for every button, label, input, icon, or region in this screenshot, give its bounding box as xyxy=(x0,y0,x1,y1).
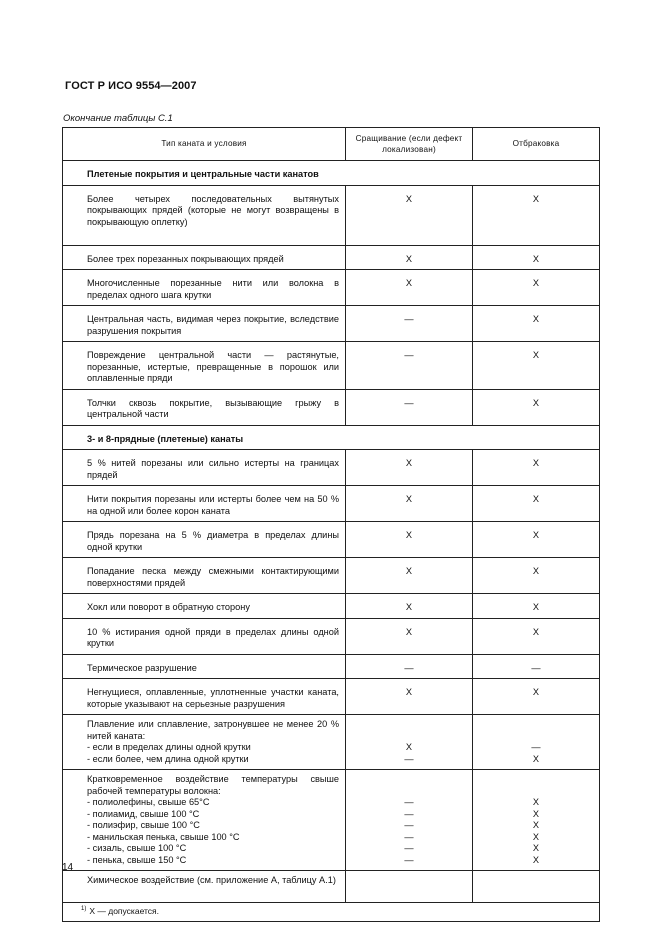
table-caption: Окончание таблицы С.1 xyxy=(63,113,173,124)
table-row xyxy=(63,270,600,306)
condition-subitem: - если более, чем длина одной крутки xyxy=(87,753,249,764)
reject-mark: X xyxy=(532,854,540,865)
page-number: 14 xyxy=(62,862,74,873)
reject-mark: X xyxy=(473,522,600,558)
condition-subitem: - полиэфир, свыше 100 °С xyxy=(87,820,200,830)
reject-mark: X xyxy=(473,245,600,270)
reject-mark xyxy=(473,871,600,903)
splice-mark: X xyxy=(405,742,413,752)
reject-mark: X xyxy=(473,558,600,594)
splice-mark: X xyxy=(346,185,473,245)
reject-mark: X xyxy=(532,797,540,807)
condition-cell: Толчки сквозь покрытие, вызывающие грыжу в центральной части xyxy=(63,389,346,425)
condition-cell xyxy=(63,770,346,871)
column-header-splice: Сращивание (если дефект локализован) xyxy=(346,128,473,161)
reject-mark: X xyxy=(473,270,600,306)
reject-mark: X xyxy=(532,843,540,853)
condition-subitem: - полиамид, свыше 100 °С xyxy=(87,808,200,819)
splice-mark: — xyxy=(346,306,473,342)
condition-cell: Более трех порезанных покрывающих прядей xyxy=(63,245,346,270)
section-row xyxy=(63,425,600,450)
reject-mark: X xyxy=(532,820,540,830)
table-row xyxy=(63,618,600,654)
reject-mark: X xyxy=(473,450,600,486)
footnote-row xyxy=(63,903,600,922)
reject-mark: X xyxy=(532,808,540,819)
table-row xyxy=(63,594,600,619)
table-row xyxy=(63,522,600,558)
document-header: ГОСТ Р ИСО 9554—2007 xyxy=(65,80,197,92)
splice-mark: — xyxy=(346,342,473,390)
splice-mark: — xyxy=(404,843,414,853)
splice-mark: X xyxy=(346,618,473,654)
condition-subitem: - сизаль, свыше 100 °С xyxy=(87,843,187,853)
reject-marks xyxy=(473,715,600,770)
section-title: 3- и 8-прядные (плетеные) канаты xyxy=(63,425,600,450)
splice-mark: X xyxy=(346,558,473,594)
section-title: Плетеные покрытия и центральные части канатов xyxy=(63,161,600,186)
condition-cell: Повреждение центральной части — растянутые, порезанные, истертые, превращенные в порошок или оплавленные пряди xyxy=(63,342,346,390)
condition-cell xyxy=(63,715,346,770)
splice-marks xyxy=(346,715,473,770)
table-row xyxy=(63,871,600,903)
condition-cell: Нити покрытия порезаны или истерты более чем на 50 % на одной или более корон каната xyxy=(63,486,346,522)
condition-cell: Попадание песка между смежными контактирующими поверхностями прядей xyxy=(63,558,346,594)
table-row xyxy=(63,389,600,425)
reject-mark: X xyxy=(473,342,600,390)
condition-subitem: - пенька, свыше 150 °С xyxy=(87,854,187,865)
condition-cell: Прядь порезана на 5 % диаметра в пределах длины одной крутки xyxy=(63,522,346,558)
condition-cell: Центральная часть, видимая через покрытие, вследствие разрушения покрытия xyxy=(63,306,346,342)
table-row xyxy=(63,715,600,770)
table-row xyxy=(63,558,600,594)
column-header-reject: Отбраковка xyxy=(473,128,600,161)
reject-mark: X xyxy=(532,831,540,842)
splice-mark: — xyxy=(404,854,414,865)
splice-mark: — xyxy=(404,820,414,830)
splice-mark: — xyxy=(404,831,414,842)
condition-subitem: - если в пределах длины одной крутки xyxy=(87,742,251,752)
condition-cell: Хокл или поворот в обратную сторону xyxy=(63,594,346,619)
splice-mark: — xyxy=(404,753,414,764)
condition-intro: Плавление или сплавление, затронувшее не менее 20 % нитей каната: xyxy=(87,719,339,741)
reject-mark: — xyxy=(473,654,600,679)
splice-mark: X xyxy=(346,450,473,486)
table-header-row xyxy=(63,128,600,161)
table-row xyxy=(63,306,600,342)
reject-mark: X xyxy=(473,594,600,619)
section-row xyxy=(63,161,600,186)
table-row xyxy=(63,245,600,270)
reject-mark: X xyxy=(473,679,600,715)
footnote-text: Х — допускается. xyxy=(89,906,160,916)
splice-mark xyxy=(346,871,473,903)
table-row xyxy=(63,450,600,486)
reject-mark: X xyxy=(532,753,540,764)
reject-mark: — xyxy=(531,742,541,752)
table-row xyxy=(63,679,600,715)
splice-mark: — xyxy=(404,808,414,819)
reject-mark: X xyxy=(473,185,600,245)
reject-marks xyxy=(473,770,600,871)
splice-mark: X xyxy=(346,594,473,619)
splice-mark: — xyxy=(346,389,473,425)
table-row xyxy=(63,770,600,871)
table-row xyxy=(63,654,600,679)
splice-mark: X xyxy=(346,245,473,270)
footnote xyxy=(63,903,600,922)
table-row xyxy=(63,185,600,245)
rope-condition-table xyxy=(62,127,600,922)
condition-cell: Термическое разрушение xyxy=(63,654,346,679)
condition-cell: Химическое воздействие (см. приложение А, таблицу А.1) xyxy=(63,871,346,903)
table-row xyxy=(63,342,600,390)
table-row xyxy=(63,486,600,522)
reject-mark: X xyxy=(473,389,600,425)
splice-mark: X xyxy=(346,270,473,306)
condition-cell: Негнущиеся, оплавленные, уплотненные участки каната, которые указывают на серьезные разрушения xyxy=(63,679,346,715)
splice-mark: — xyxy=(404,797,414,807)
reject-mark: X xyxy=(473,618,600,654)
condition-cell: Более четырех последовательных вытянутых покрывающих прядей (которые не могут возвращены в покрывающую оплетку) xyxy=(63,185,346,245)
condition-subitem: - манильская пенька, свыше 100 °С xyxy=(87,831,240,842)
splice-mark: X xyxy=(346,679,473,715)
condition-cell: 10 % истирания одной пряди в пределах длины одной крутки xyxy=(63,618,346,654)
footnote-mark: 1) xyxy=(81,906,87,912)
reject-mark: X xyxy=(473,306,600,342)
condition-subitem: - полиолефины, свыше 65°С xyxy=(87,797,210,807)
condition-cell: Многочисленные порезанные нити или волокна в пределах одного шага крутки xyxy=(63,270,346,306)
condition-intro: Кратковременное воздействие температуры свыше рабочей температуры волокна: xyxy=(87,774,339,796)
splice-marks xyxy=(346,770,473,871)
reject-mark: X xyxy=(473,486,600,522)
column-header-condition: Тип каната и условия xyxy=(63,128,346,161)
splice-mark: — xyxy=(346,654,473,679)
condition-cell: 5 % нитей порезаны или сильно истерты на границах прядей xyxy=(63,450,346,486)
splice-mark: X xyxy=(346,522,473,558)
splice-mark: X xyxy=(346,486,473,522)
